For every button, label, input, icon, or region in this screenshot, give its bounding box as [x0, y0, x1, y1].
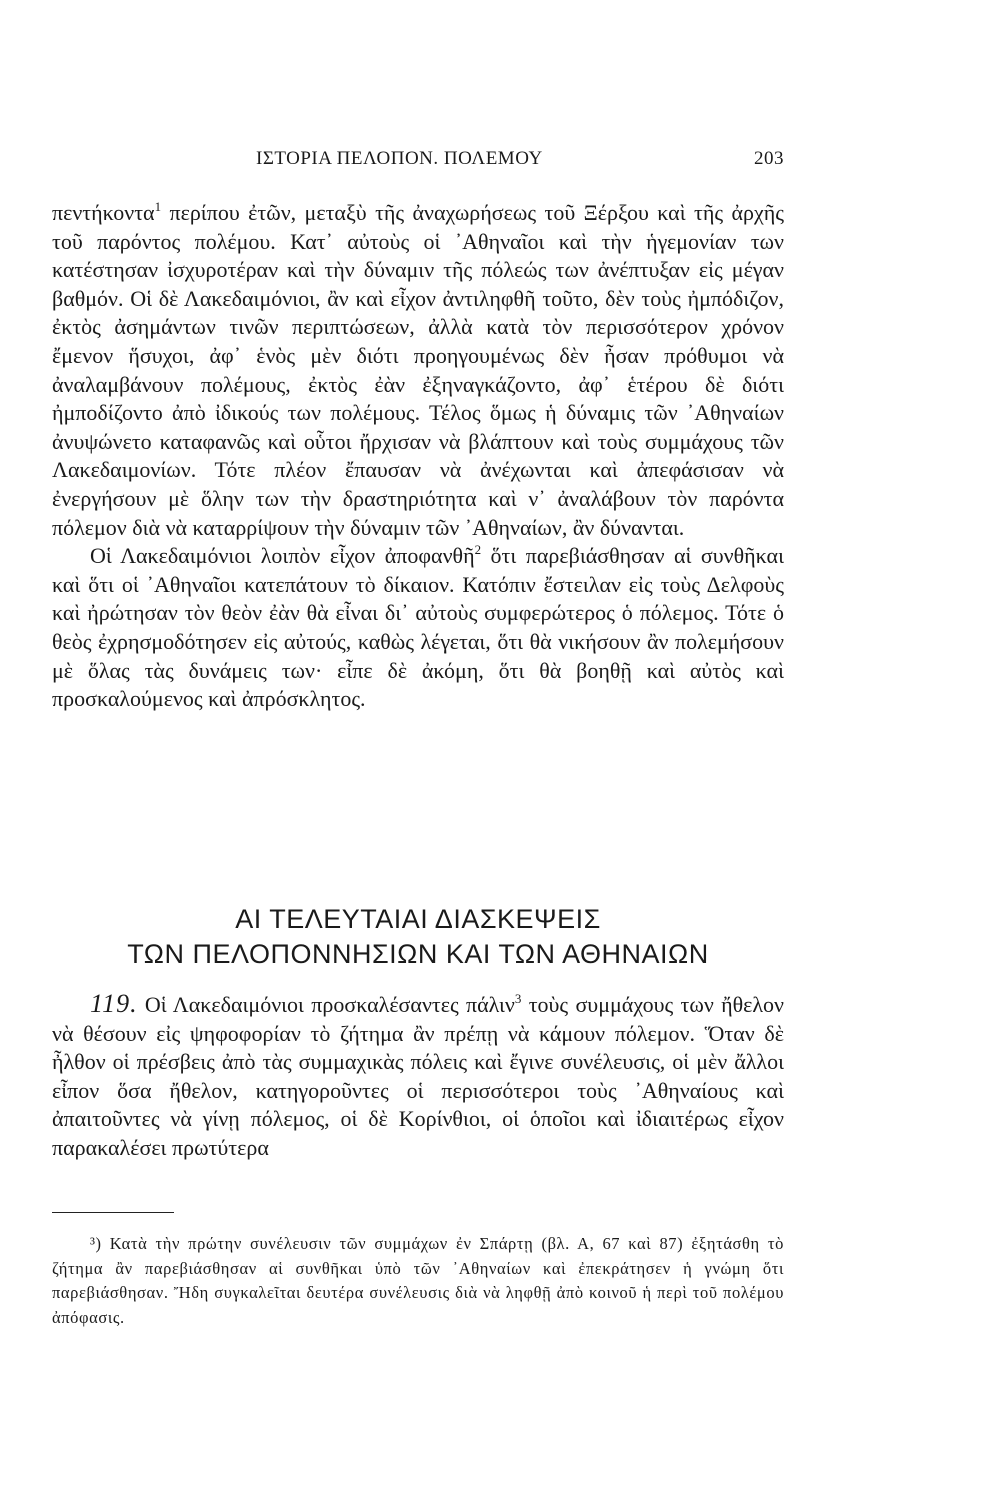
running-title: ΙΣΤΟΡΙΑ ΠΕΛΟΠΟΝ. ΠΟΛΕΜΟΥ — [256, 148, 543, 169]
footnote-marker: 2 — [474, 542, 482, 558]
paragraph-text: Οἱ Λακεδαιμόνιοι προσκαλέσαντες πάλιν — [137, 992, 515, 1017]
section-heading — [52, 902, 784, 972]
footnote-marker: 1 — [154, 199, 162, 214]
paragraph-text: περίπου ἐτῶν, μεταξὺ τῆς ἀναχωρήσεως τοῦ Ξέρξου καὶ τῆς ἀρχῆς τοῦ παρόντος πολέμου. Κατ᾽ αὐτοὺς οἱ ᾿Αθηναῖοι καὶ τὴν ἡγεμονίαν των κατέστησαν ἰσχυροτέραν καὶ τὴν δύναμιν τῆς πόλεώς των ἀνέπτυξαν εἰς μέγαν βαθμόν. Οἱ δὲ Λακεδαιμόνιοι, ἂν καὶ εἶχον ἀντιληφθῆ τοῦτο, δὲν τοὺς ἠμπόδιζον, ἐκτὸς ἀσημάντων τινῶν περιπτώσεων, ἀλλὰ κατὰ τὸν περισσότερον χρόνον ἔμενον ἥσυχοι, ἀφ᾽ ἑνὸς μὲν διότι προηγουμένως δὲν ἦσαν πρόθυμοι νὰ ἀναλαμβάνουν πολέμους, ἐκτὸς ἐὰν ἐξηναγκάζοντο, ἀφ᾽ ἑτέρου δὲ διότι ἠμποδίζοντο ἀπὸ ἰδικούς των πολέμους. Τέλος ὅμως ἡ δύναμις τῶν ᾿Αθηναίων ἀνυψώνετο καταφανῶς καὶ οὗτοι ἤρχισαν νὰ βλάπτουν καὶ τοὺς συμμάχους τῶν Λακεδαιμονίων. Τότε πλέον ἔπαυσαν νὰ ἀνέχωνται καὶ ἀπεφάσισαν νὰ ἐνεργήσουν μὲ ὅλην των τὴν δραστηριότητα καὶ ν᾽ ἀναλάβουν τὸν παρόντα πόλεμον διὰ νὰ καταρρίψουν τὴν δύναμιν τῶν ᾿Αθηναίων, ἂν δύνανται. — [52, 200, 784, 540]
footnote-divider — [52, 1212, 174, 1213]
section-paragraph — [52, 990, 784, 1163]
paragraph-text: ὅτι παρεβιάσθησαν αἱ συνθῆκαι καὶ ὅτι οἱ ᾿Αθηναῖοι κατεπάτουν τὸ δίκαιον. Κατόπιν ἔστειλαν εἰς τοὺς Δελφοὺς καὶ ἠρώτησαν τὸν θεὸν ἐὰν θὰ εἶναι δι᾽ αὐτοὺς συμφερώτερος ὁ πόλεμος. Τότε ὁ θεὸς ἐχρησμοδότησεν εἰς αὐτούς, καθὼς λέγεται, ὅτι θὰ νικήσουν ἂν πολεμήσουν μὲ ὅλας τὰς δυνάμεις των· εἶπε δὲ ἀκόμη, ὅτι θὰ βοηθῇ καὶ αὐτὸς καὶ προσκαλούμενος καὶ ἀπρόσκλητος. — [52, 543, 784, 712]
book-page — [52, 0, 784, 1500]
paragraph-text: τοὺς συμμάχους των ἤθελον νὰ θέσουν εἰς ψηφοφορίαν τὸ ζήτημα ἂν πρέπῃ νὰ κάμουν πόλεμον. Ὅταν δὲ ἦλθον οἱ πρέσβεις ἀπὸ τὰς συμμαχικὰς πόλεις καὶ ἔγινε συνέλευσις, οἱ μὲν ἄλλοι εἶπον ὅσα ἤθελον, κατηγοροῦντες οἱ περισσότεροι τοὺς ᾿Αθηναίους καὶ ἀπαιτοῦντες νὰ γίνῃ πόλεμος, οἱ δὲ Κορίνθιοι, οἱ ὁποῖοι καὶ ἰδιαιτέρως εἶχον παρακαλέσει πρωτύτερα — [52, 992, 784, 1160]
continued-paragraph — [52, 199, 784, 714]
paragraph-text: πεντήκοντα — [52, 200, 155, 225]
footnote-text: Κατὰ τὴν πρώτην συνέλευσιν τῶν συμμάχων ἐν Σπάρτῃ (βλ. Α, 67 καὶ 87) ἐξητάσθη τὸ ζήτημα ἂν παρεβιάσθησαν αἱ συνθῆκαι ὑπὸ τῶν ᾿Αθηναίων καὶ ἐπεκράτησεν ἡ γνώμη ὅτι παρεβιάσθησαν. Ἤδη συγκαλεῖται δευτέρα συνέλευσις διὰ νὰ ληφθῇ ἀπὸ κοινοῦ ἡ περὶ τοῦ πολέμου ἀπόφασις. — [52, 1234, 784, 1327]
footnote-marker: 3 — [514, 991, 522, 1006]
section-number: 119. — [90, 989, 138, 1018]
section-heading-line: ΑΙ ΤΕΛΕΥΤΑΙΑΙ ΔΙΑΣΚΕΨΕΙΣ — [235, 904, 601, 934]
paragraph-text: Οἱ Λακεδαιμόνιοι λοιπὸν εἶχον ἀποφανθῆ — [90, 543, 475, 569]
footnote — [52, 1232, 784, 1330]
footnote-number: ³) — [90, 1234, 102, 1253]
page-header — [52, 148, 784, 178]
section-heading-line: ΤΩΝ ΠΕΛΟΠΟΝΝΗΣΙΩΝ ΚΑΙ ΤΩΝ ΑΘΗΝΑΙΩΝ — [127, 939, 709, 969]
page-number: 203 — [754, 148, 784, 169]
